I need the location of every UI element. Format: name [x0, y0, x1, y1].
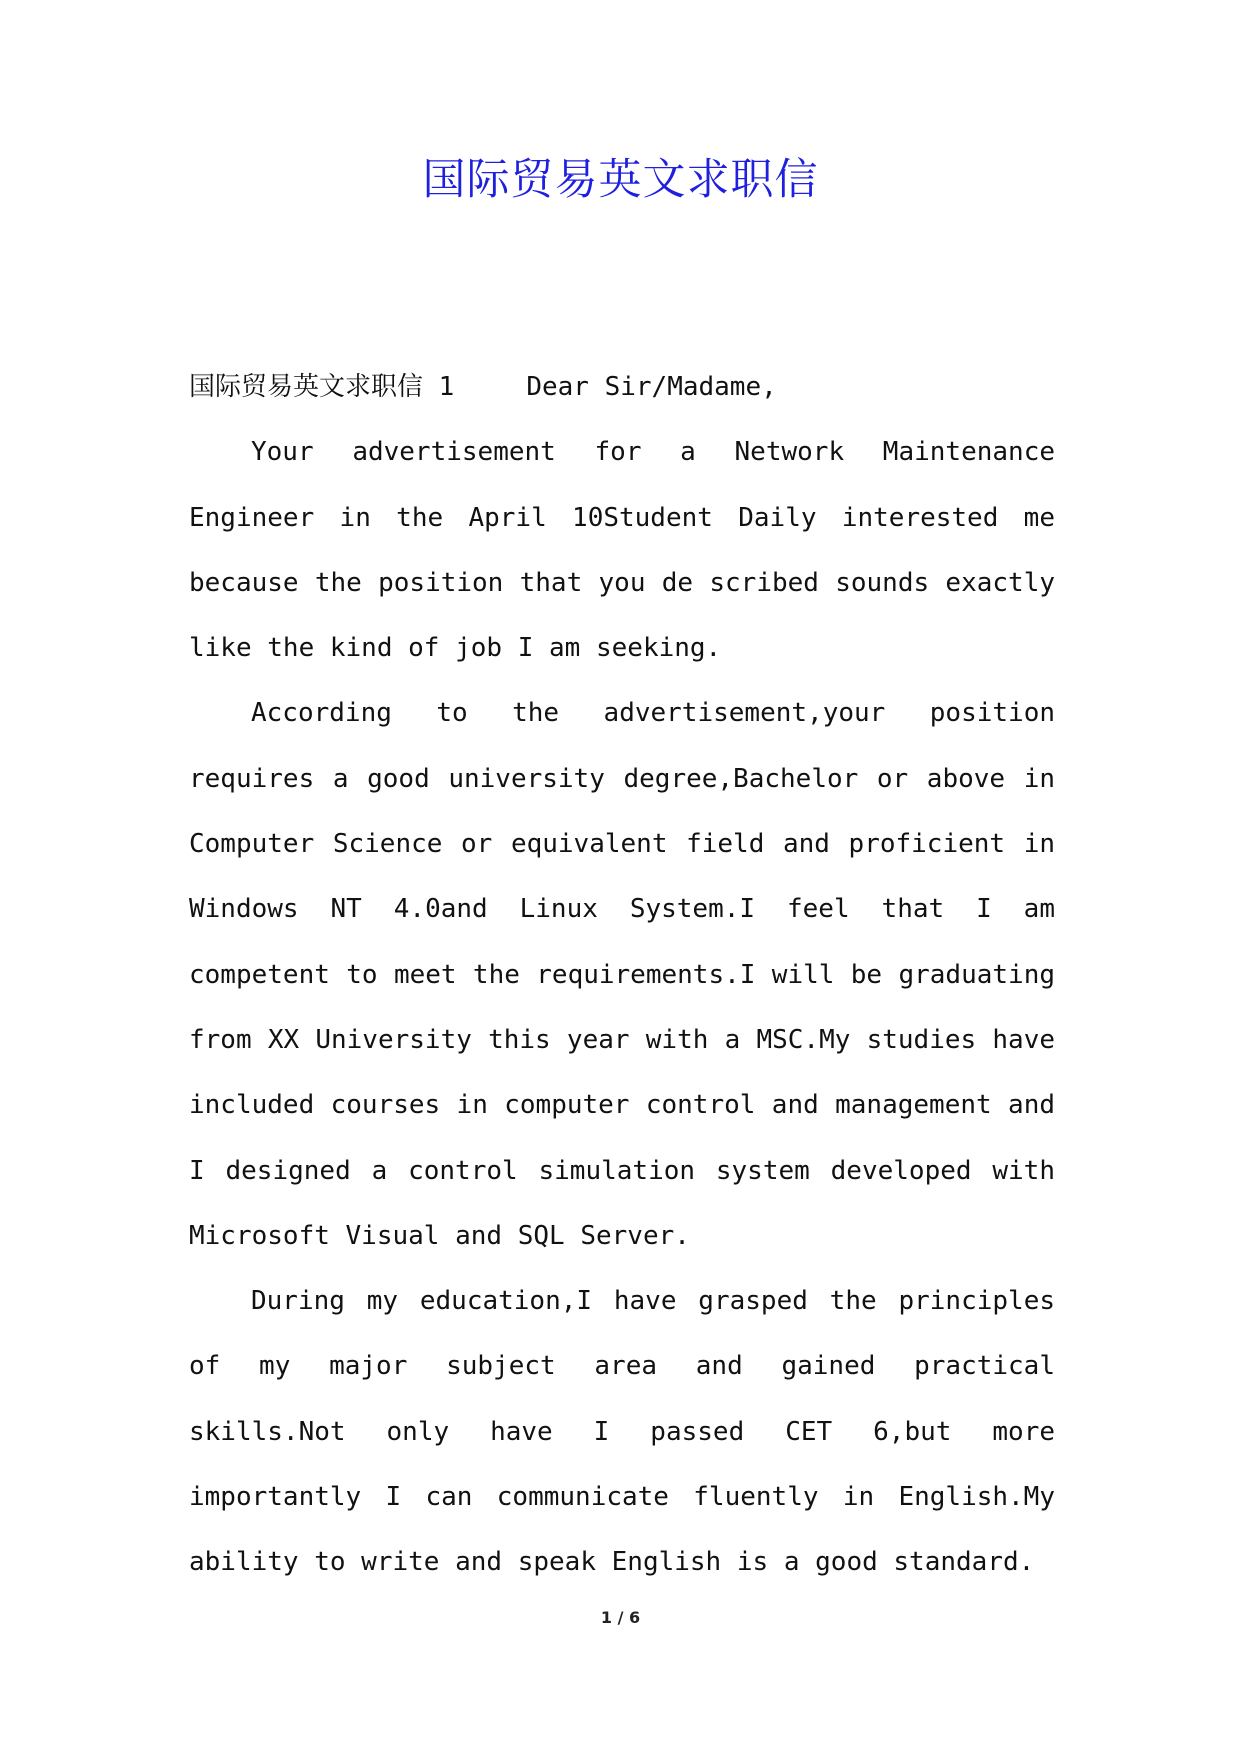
- salutation: Dear Sir/Madame,: [526, 372, 777, 402]
- paragraph-3: During my education,I have grasped the principles of my major subject area and gained practical skills.Not only have I passed CET 6,but more importantly I can communicate fluently in English.My ability to write and speak English is a good standard.: [189, 1286, 1055, 1578]
- paragraph-2: According to the advertisement,your position requires a good university degree,Bachelor or above in Computer Science or equivalent field and proficient in Windows NT 4.0and Linux System.I feel that I am competent to meet the requirements.I will be graduating from XX University this year with a MSC.My studies have included courses in computer control and management and I designed a control simulation system developed with Microsoft Visual and SQL Server.: [189, 698, 1055, 1251]
- document-body: [189, 355, 1055, 1596]
- heading-line: [189, 355, 1055, 420]
- section-label: 国际贸易英文求职信 1: [189, 372, 455, 402]
- page-number: 1 / 6: [600, 1608, 641, 1627]
- document-title: 国际贸易英文求职信: [422, 155, 819, 205]
- paragraph-1: Your advertisement for a Network Maintenance Engineer in the April 10Student Daily interested me because the position that you de scribed sounds exactly like the kind of job I am seeking.: [189, 437, 1055, 664]
